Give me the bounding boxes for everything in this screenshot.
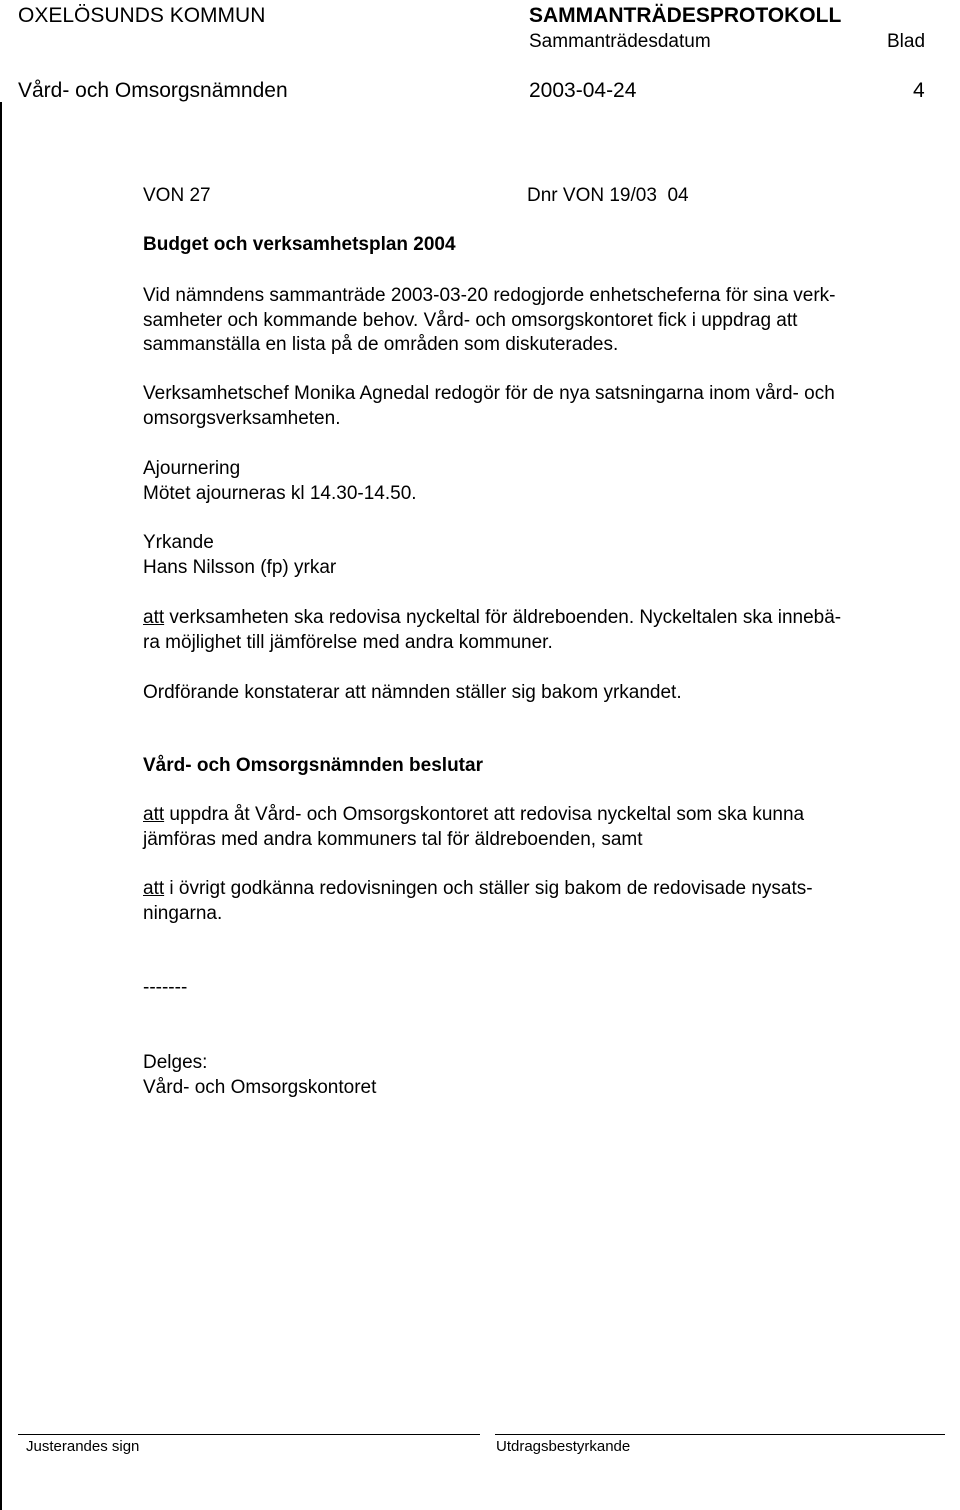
decision-item-1 — [143, 803, 943, 852]
yrkande-heading: Yrkande — [143, 532, 214, 553]
paragraph-background — [143, 284, 943, 358]
municipality-name: OXELÖSUNDS KOMMUN — [18, 4, 266, 27]
committee-name: Vård- och Omsorgsnämnden — [18, 79, 288, 102]
att-keyword: att — [143, 804, 165, 825]
meeting-date: 2003-04-24 — [529, 79, 637, 102]
separator-dashes: ------- — [143, 977, 188, 998]
ajournering-text: Mötet ajourneras kl 14.30-14.50. — [143, 483, 417, 504]
page-label: Blad — [887, 31, 926, 52]
att-keyword: att — [143, 607, 165, 628]
proposal-line: ra möjlighet till jämförelse med andra kommuner. — [143, 631, 553, 653]
paragraph-line: sammanställa en lista på de områden som diskuterades. — [143, 334, 619, 355]
decision-line: i övrigt godkänna redovisningen och ställer sig bakom de redovisade nysats- — [164, 878, 813, 899]
item-number: VON 27 — [143, 185, 211, 206]
footer-sign-label: Justerandes sign — [26, 1438, 140, 1455]
item-title: Budget och verksamhetsplan 2004 — [143, 234, 456, 255]
item-dnr: Dnr VON 19/03 04 — [527, 185, 689, 206]
decision-line: uppdra åt Vård- och Omsorgskontoret att redovisa nyckeltal som ska kunna — [164, 804, 805, 825]
paragraph-line: Vid nämndens sammanträde 2003-03-20 redogjorde enhetscheferna för sina verk- — [143, 285, 836, 306]
yrkande-text: Hans Nilsson (fp) yrkar — [143, 557, 337, 578]
decision-heading: Vård- och Omsorgsnämnden beslutar — [143, 755, 483, 776]
yrkande-conclusion: Ordförande konstaterar att nämnden ställer sig bakom yrkandet. — [143, 682, 682, 703]
ajournering-heading: Ajournering — [143, 458, 241, 479]
paragraph-line: omsorgsverksamheten. — [143, 407, 341, 429]
page-number: 4 — [913, 79, 925, 102]
date-label: Sammanträdesdatum — [529, 31, 711, 52]
footer-rule-left — [18, 1434, 480, 1435]
proposal-line: verksamheten ska redovisa nyckeltal för äldreboenden. Nyckeltalen ska innebä- — [164, 607, 842, 628]
document-type: SAMMANTRÄDESPROTOKOLL — [529, 4, 842, 27]
decision-item-2 — [143, 877, 943, 926]
paragraph-line: Verksamhetschef Monika Agnedal redogör för de nya satsningarna inom vård- och — [143, 383, 835, 404]
att-keyword: att — [143, 878, 165, 899]
decision-line: ningarna. — [143, 902, 223, 924]
distribution-recipient: Vård- och Omsorgskontoret — [143, 1077, 377, 1098]
decision-line: jämföras med andra kommuners tal för äldreboenden, samt — [143, 828, 643, 850]
distribution-label: Delges: — [143, 1052, 208, 1073]
yrkande-proposal — [143, 606, 943, 655]
footer-rule-right — [495, 1434, 945, 1435]
left-margin-rule — [0, 102, 2, 1510]
paragraph-line: samheter och kommande behov. Vård- och omsorgskontoret fick i uppdrag att — [143, 309, 798, 331]
footer-extract-label: Utdragsbestyrkande — [496, 1438, 631, 1455]
paragraph-presentation — [143, 382, 943, 431]
